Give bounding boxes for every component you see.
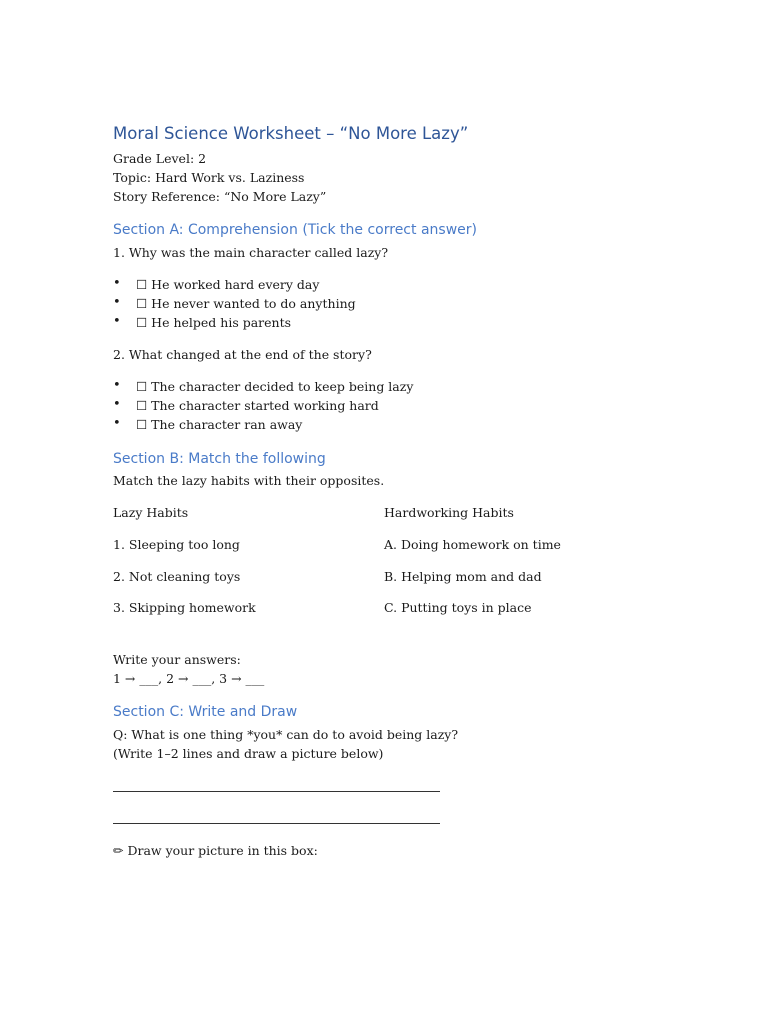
page-title: Moral Science Worksheet – “No More Lazy” [113, 124, 469, 143]
grade-level: Grade Level: 2 [113, 151, 207, 166]
bullet-icon: • [113, 416, 121, 431]
draw-prompt: ✏ Draw your picture in this box: [113, 843, 318, 858]
section-a-heading: Section A: Comprehension (Tick the correct answer) [113, 222, 477, 238]
bullet-icon: • [113, 378, 121, 393]
section-b-heading: Section B: Match the following [113, 451, 326, 467]
bullet-icon: • [113, 295, 121, 310]
topic: Topic: Hard Work vs. Laziness [113, 170, 305, 185]
question-1: 1. Why was the main character called lazy? [113, 245, 389, 260]
section-c-heading: Section C: Write and Draw [113, 704, 298, 720]
option-label: ☐ He helped his parents [136, 315, 292, 330]
bullet-icon: • [113, 276, 121, 291]
option-label: ☐ He worked hard every day [136, 277, 320, 292]
section-b-intro: Match the lazy habits with their opposites. [113, 473, 385, 488]
answer-line-1[interactable] [113, 791, 440, 792]
option-label: ☐ The character ran away [136, 417, 303, 432]
story-reference: Story Reference: “No More Lazy” [113, 189, 327, 204]
answers-blanks[interactable]: 1 → ___, 2 → ___, 3 → ___ [113, 671, 265, 686]
drawing-area[interactable] [113, 866, 553, 1016]
lazy-habit-item: 1. Sleeping too long [113, 537, 240, 552]
question-2: 2. What changed at the end of the story? [113, 347, 372, 362]
hardworking-habit-item: B. Helping mom and dad [384, 569, 542, 584]
section-c-instruction: (Write 1–2 lines and draw a picture below) [113, 746, 384, 761]
lazy-habits-header: Lazy Habits [113, 505, 189, 520]
option-label: ☐ The character decided to keep being lazy [136, 379, 414, 394]
lazy-habit-item: 2. Not cleaning toys [113, 569, 241, 584]
section-c-question: Q: What is one thing *you* can do to avoid being lazy? [113, 727, 459, 742]
lazy-habit-item: 3. Skipping homework [113, 600, 256, 615]
answer-line-2[interactable] [113, 823, 440, 824]
hardworking-habit-item: C. Putting toys in place [384, 600, 532, 615]
bullet-icon: • [113, 314, 121, 329]
option-label: ☐ The character started working hard [136, 398, 379, 413]
hardworking-habits-header: Hardworking Habits [384, 505, 514, 520]
hardworking-habit-item: A. Doing homework on time [384, 537, 561, 552]
bullet-icon: • [113, 397, 121, 412]
option-label: ☐ He never wanted to do anything [136, 296, 356, 311]
answers-label: Write your answers: [113, 652, 241, 667]
